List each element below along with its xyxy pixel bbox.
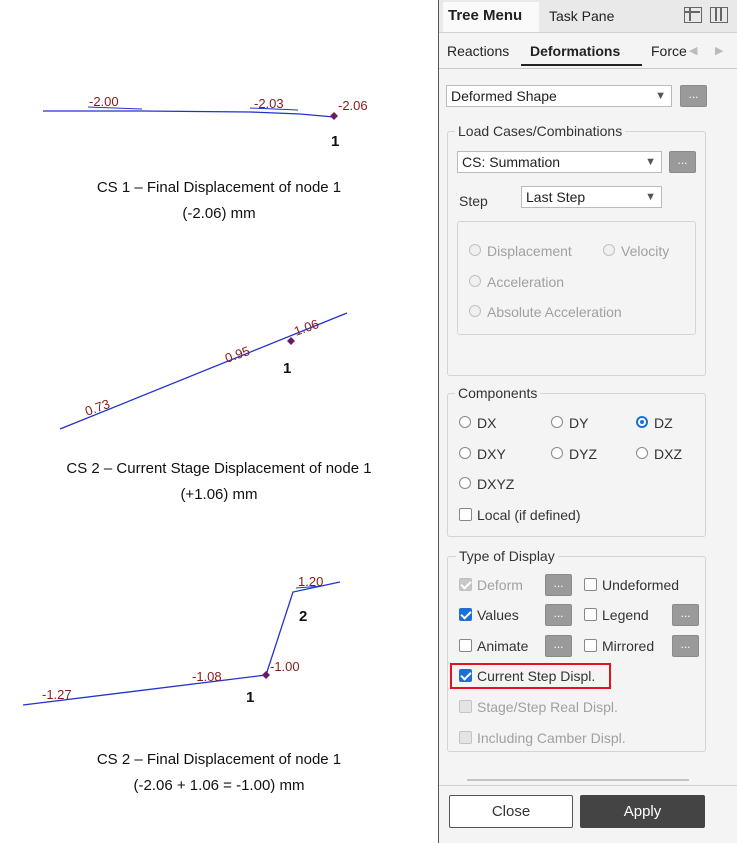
close-button[interactable]: Close — [449, 795, 573, 828]
checkbox-icon — [584, 639, 597, 652]
scroll-right-icon[interactable]: ▶ — [715, 45, 724, 57]
figure-caption — [0, 747, 438, 799]
node-number: 2 — [299, 608, 308, 625]
figure-caption — [0, 175, 438, 227]
divider — [439, 785, 737, 786]
load-case-options-button[interactable]: ... — [669, 151, 696, 173]
checkbox-icon — [459, 700, 472, 713]
figure-cs2-current — [60, 313, 347, 429]
type-of-display-title: Type of Display — [456, 548, 558, 564]
tab-reactions[interactable]: Reactions — [447, 43, 510, 59]
tab-task-pane[interactable]: Task Pane — [549, 8, 615, 24]
node-marker — [262, 671, 270, 679]
step-select[interactable] — [521, 186, 662, 208]
legend-options-button[interactable]: ... — [672, 604, 699, 626]
display-type-value: Deformed Shape — [451, 88, 557, 104]
radio-icon — [636, 447, 648, 459]
tab-forces[interactable]: Force — [651, 43, 687, 59]
node-marker — [287, 337, 295, 345]
node-number: 1 — [246, 689, 255, 706]
load-cases-title: Load Cases/Combinations — [455, 123, 625, 139]
node-number: 1 — [283, 360, 292, 377]
value-label: 1.20 — [298, 574, 324, 589]
radio-icon — [551, 447, 563, 459]
scroll-left-icon[interactable]: ◀ — [689, 45, 698, 57]
value-label: 0.95 — [222, 343, 252, 366]
checkbox-icon — [459, 578, 472, 591]
radio-icon — [469, 305, 481, 317]
value-label: -2.06 — [338, 98, 368, 113]
components-title: Components — [455, 385, 540, 401]
radio-icon — [603, 244, 615, 256]
panel-tabbar — [439, 0, 737, 33]
value-label: 0.73 — [82, 396, 112, 419]
animate-options-button[interactable]: ... — [545, 635, 572, 657]
display-options-button[interactable]: ... — [680, 85, 707, 107]
tab-tree-menu[interactable]: Tree Menu — [443, 2, 539, 32]
tab-deformations[interactable]: Deformations — [521, 36, 642, 66]
scrollbar[interactable] — [467, 779, 689, 781]
checkbox-icon — [459, 731, 472, 744]
display-type-select[interactable] — [446, 85, 672, 107]
radio-icon — [469, 275, 481, 287]
node-number: 1 — [331, 133, 340, 150]
split-view-icon[interactable] — [710, 7, 728, 23]
caption-line: CS 1 – Final Displacement of node 1 — [96, 179, 342, 196]
chevron-down-icon: ▼ — [645, 156, 656, 168]
caption-line: (-2.06 + 1.06 = -1.00) mm — [133, 777, 305, 794]
load-case-value: CS: Summation — [462, 154, 561, 170]
deform-options-button[interactable]: ... — [545, 574, 572, 596]
value-label: 1.06 — [291, 316, 321, 339]
checkbox-icon — [584, 608, 597, 621]
node-marker — [330, 112, 338, 120]
mirrored-options-button[interactable]: ... — [672, 635, 699, 657]
results-panel: Tree Menu Task Pane Reactions Deformations Force ◀ ▶ Deformed Shape ▼ ... Load Cases/Combinations CS: Summation ▼ ... Step Last Step ▼ Displacement Velocity Acceleration Absolute Acceleration Components DX DY DZ DXY DYZ DXZ DXYZ Local (if defined) Type of Display Deform ... Undeformed Values ... Legend ... Animate ... Mirrored ... Current Step Displ. Stage/Step Real Displ. Including Camber Displ. Close Apply — [438, 0, 737, 843]
value-label: -2.03 — [254, 96, 284, 111]
member-line — [43, 111, 334, 117]
result-subtabs — [439, 36, 737, 69]
figure-caption — [0, 456, 438, 508]
load-case-select[interactable] — [457, 151, 662, 173]
checkbox-checked-icon — [459, 669, 472, 682]
caption-line: (-2.06) mm — [182, 205, 256, 222]
radio-icon — [551, 416, 563, 428]
radio-icon — [459, 477, 471, 489]
caption-line: CS 2 – Current Stage Displacement of node 1 — [66, 460, 372, 477]
caption-line: (+1.06) mm — [180, 486, 258, 503]
value-label: -1.08 — [192, 669, 222, 684]
radio-selected-icon — [636, 416, 648, 428]
value-label: -1.27 — [42, 687, 72, 702]
checkbox-icon — [584, 578, 597, 591]
caption-line: CS 2 – Final Displacement of node 1 — [96, 751, 342, 768]
values-options-button[interactable]: ... — [545, 604, 572, 626]
radio-icon — [459, 447, 471, 459]
checkbox-icon — [459, 508, 472, 521]
checkbox-checked-icon — [459, 608, 472, 621]
value-label: -1.00 — [270, 659, 300, 674]
figure-cs1 — [43, 94, 368, 150]
step-value: Last Step — [526, 189, 586, 205]
figure-cs2-final — [23, 574, 340, 706]
chevron-down-icon: ▼ — [655, 90, 666, 102]
checkbox-icon — [459, 639, 472, 652]
radio-icon — [469, 244, 481, 256]
step-label: Step — [459, 193, 488, 209]
radio-icon — [459, 416, 471, 428]
apply-button[interactable]: Apply — [580, 795, 705, 828]
value-label: -2.00 — [89, 94, 119, 109]
chevron-down-icon: ▼ — [645, 191, 656, 203]
layout-icon[interactable] — [684, 7, 702, 23]
